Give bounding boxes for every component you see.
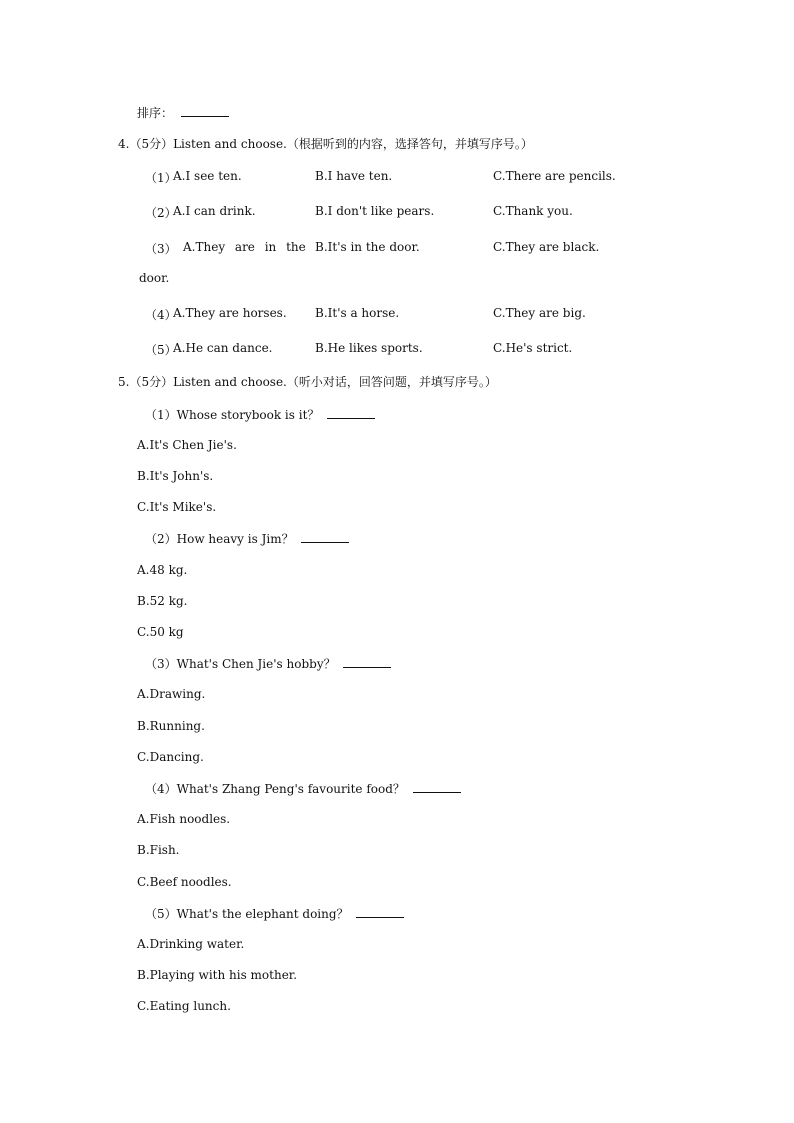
q4-option-c: C.He's strict.: [493, 341, 573, 355]
question-text: （2）How heavy is Jim？: [145, 532, 294, 546]
q4-option-b: B.It's a horse.: [315, 306, 400, 320]
q5-question-2: [145, 530, 349, 547]
q5-2-option-c: C.50 kg: [137, 625, 184, 639]
answer-blank[interactable]: [327, 406, 375, 419]
question-text: （3）What's Chen Jie's hobby？: [145, 657, 336, 671]
q4-option-a: A.They are in the: [183, 240, 306, 254]
answer-blank[interactable]: [301, 530, 349, 543]
question-text: （4）What's Zhang Peng's favourite food？: [145, 782, 405, 796]
q4-option-b: B.It's in the door.: [315, 240, 420, 254]
q4-item-number: （2）: [145, 206, 177, 220]
q4-item-number: （4）: [145, 308, 177, 322]
question-text: （1）Whose storybook is it？: [145, 408, 320, 422]
answer-blank[interactable]: [356, 905, 404, 918]
sort-line: [137, 104, 229, 121]
q4-item-number: （1）: [145, 171, 177, 185]
q5-5-option-c: C.Eating lunch.: [137, 999, 231, 1013]
q5-question-4: [145, 780, 461, 797]
q5-5-option-b: B.Playing with his mother.: [137, 968, 298, 982]
q5-question-5: [145, 905, 404, 922]
q5-4-option-a: A.Fish noodles.: [137, 812, 231, 826]
q5-3-option-b: B.Running.: [137, 719, 205, 733]
question-text: （5）What's the elephant doing？: [145, 907, 349, 921]
q4-option-c: C.Thank you.: [493, 204, 573, 218]
q5-2-option-b: B.52 kg.: [137, 594, 188, 608]
answer-blank[interactable]: [181, 104, 229, 117]
q4-option-b: B.I have ten.: [315, 169, 393, 183]
q5-4-option-b: B.Fish.: [137, 843, 180, 857]
answer-blank[interactable]: [343, 655, 391, 668]
q5-1-option-b: B.It's John's.: [137, 469, 214, 483]
q5-2-option-a: A.48 kg.: [137, 563, 188, 577]
q5-3-option-c: C.Dancing.: [137, 750, 204, 764]
q5-5-option-a: A.Drinking water.: [137, 937, 245, 951]
q4-option-c: C.There are pencils.: [493, 169, 616, 183]
q5-1-option-a: A.It's Chen Jie's.: [137, 438, 237, 452]
q5-1-option-c: C.It's Mike's.: [137, 500, 217, 514]
q5-question-1: [145, 406, 375, 423]
q4-header: 4.（5分）Listen and choose.（根据听到的内容，选择答句，并填写序号。）: [118, 137, 533, 151]
q4-option-c: C.They are black.: [493, 240, 600, 254]
q4-option-a: A.He can dance.: [173, 341, 273, 355]
q5-question-3: [145, 655, 391, 672]
q4-option-a: A.I see ten.: [173, 169, 242, 183]
q4-option-c: C.They are big.: [493, 306, 586, 320]
q5-header: 5.（5分）Listen and choose.（听小对话，回答问题，并填写序号。）: [118, 375, 497, 389]
q4-option-a: A.I can drink.: [173, 204, 256, 218]
answer-blank[interactable]: [413, 780, 461, 793]
q5-3-option-a: A.Drawing.: [137, 687, 206, 701]
q5-4-option-c: C.Beef noodles.: [137, 875, 232, 889]
q4-option-b: B.I don't like pears.: [315, 204, 435, 218]
sort-label: 排序：: [137, 106, 174, 120]
q4-item-number: （5）: [145, 343, 177, 357]
q4-option-b: B.He likes sports.: [315, 341, 423, 355]
q4-item-number: （3）: [145, 242, 177, 256]
q4-option-a: A.They are horses.: [173, 306, 287, 320]
q4-option-a-continued: door.: [139, 271, 170, 285]
